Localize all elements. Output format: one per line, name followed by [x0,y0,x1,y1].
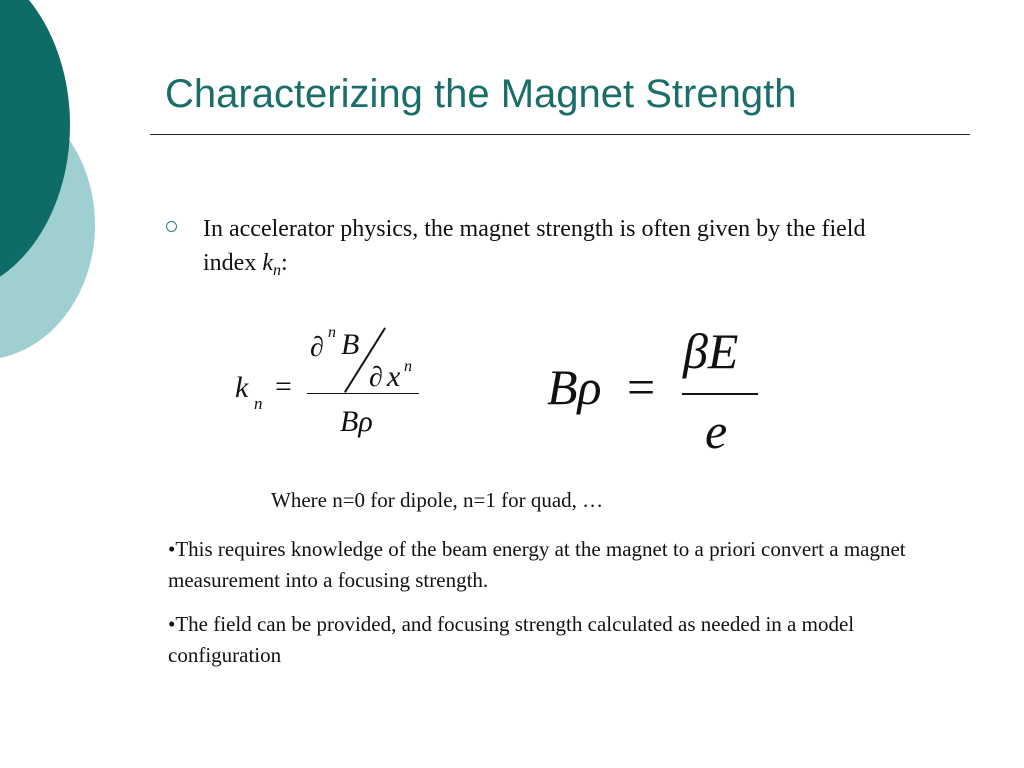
formula-denominator: Bρ [340,405,373,438]
field-index-formula [232,318,432,448]
rigidity-numerator: βE [683,323,739,379]
bullet-tail: : [280,250,288,276]
rigidity-denominator: e [705,403,728,459]
bullet-text [203,212,903,288]
formula-superscript-top: n [328,324,336,341]
formula-partial-bottom: ∂ [369,362,383,393]
formula-equals: = [275,370,292,403]
formula-k-subscript: n [254,394,263,413]
formula-fraction-bar [307,393,419,394]
where-note: Where n=0 for dipole, n=1 for quad, … [271,488,604,512]
note-beam-energy: •This requires knowledge of the beam energy at the magnet to a priori convert a magnet measurement into a focusing strength. [168,537,906,592]
rigidity-lhs: Bρ [547,359,602,415]
slide-title: Characterizing the Magnet Strength [165,72,797,116]
formula-x: x [387,360,401,393]
bullet-sentence: In accelerator physics, the magnet strength is often given by the field index [203,216,866,276]
formula-partial-top: ∂ [310,332,324,363]
formula-k: k [235,371,249,404]
bullet-circle-icon [166,221,177,232]
note-field-provided: •The field can be provided, and focusing strength calculated as needed in a model configuration [168,612,855,667]
formula-superscript-bottom: n [404,358,412,375]
rigidity-fraction-bar [682,393,758,395]
title-divider [150,134,970,135]
magnetic-rigidity-formula [545,323,775,460]
rigidity-equals: = [627,359,656,415]
field-index-var: k [262,250,273,276]
formula-B-top: B [341,328,360,361]
field-index-sub: n [272,262,281,279]
